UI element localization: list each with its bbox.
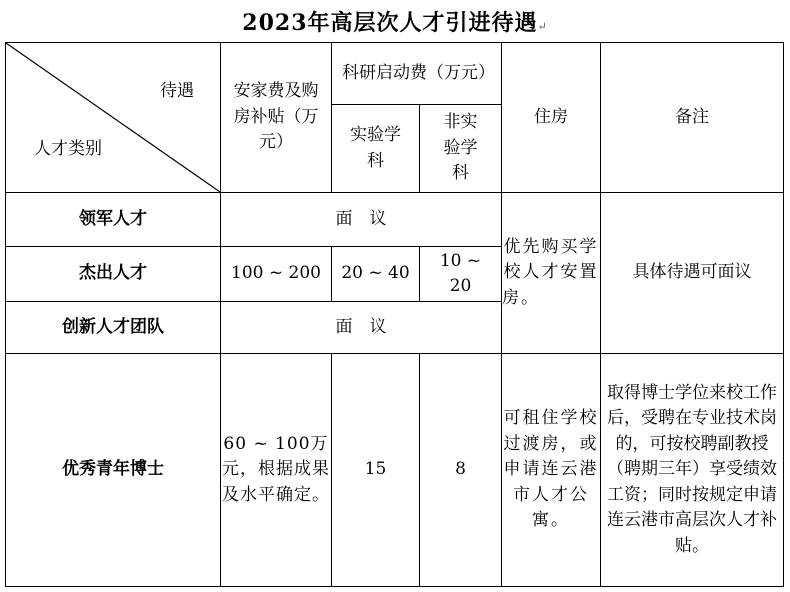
young-remark: 取得博士学位来校工作后，受聘在专业技术岗的，可按校聘副教授（聘期三年）享受绩效工资；同时按规定申请连云港市高层次人才补贴。 (601, 354, 784, 587)
outstanding-settle: 100 ~ 200 (221, 247, 332, 302)
team-negotiable: 面 议 (221, 302, 502, 354)
corner-header-treatment: 待遇 (160, 81, 194, 101)
shared-remark-cell: 具体待遇可面议 (601, 193, 784, 354)
row-label-leader: 领军人才 (6, 193, 221, 247)
header-housing: 住房 (502, 43, 601, 193)
talent-table (5, 42, 784, 587)
row-label-young-phd: 优秀青年博士 (6, 354, 221, 587)
young-settle: 60 ~ 100万元，根据成果及水平确定。 (221, 354, 332, 587)
row-label-team: 创新人才团队 (6, 302, 221, 354)
corner-header-cell (6, 43, 221, 193)
shared-housing-cell: 优先购买学校人才安置房。 (502, 193, 601, 354)
title-text: 2023年高层次人才引进待遇 (242, 10, 538, 36)
header-settle-allowance: 安家费及购房补贴（万元） (221, 43, 332, 193)
row-label-outstanding: 杰出人才 (6, 247, 221, 302)
outstanding-nonlab: 10 ~ 20 (420, 247, 502, 302)
corner-header-category: 人才类别 (34, 139, 102, 159)
paragraph-mark: ↵ (537, 20, 548, 33)
young-housing: 可租住学校过渡房，或申请连云港市人才公寓。 (502, 354, 601, 587)
header-lab-discipline: 实验学科 (332, 105, 420, 193)
header-research-funds: 科研启动费（万元） (332, 43, 502, 105)
diagonal-line (6, 43, 220, 192)
header-remark: 备注 (601, 43, 784, 193)
header-nonlab-discipline: 非实验学科 (420, 105, 502, 193)
leader-negotiable: 面 议 (221, 193, 502, 247)
young-lab: 15 (332, 354, 420, 587)
outstanding-lab: 20 ~ 40 (332, 247, 420, 302)
young-nonlab: 8 (420, 354, 502, 587)
page-title (0, 6, 790, 37)
